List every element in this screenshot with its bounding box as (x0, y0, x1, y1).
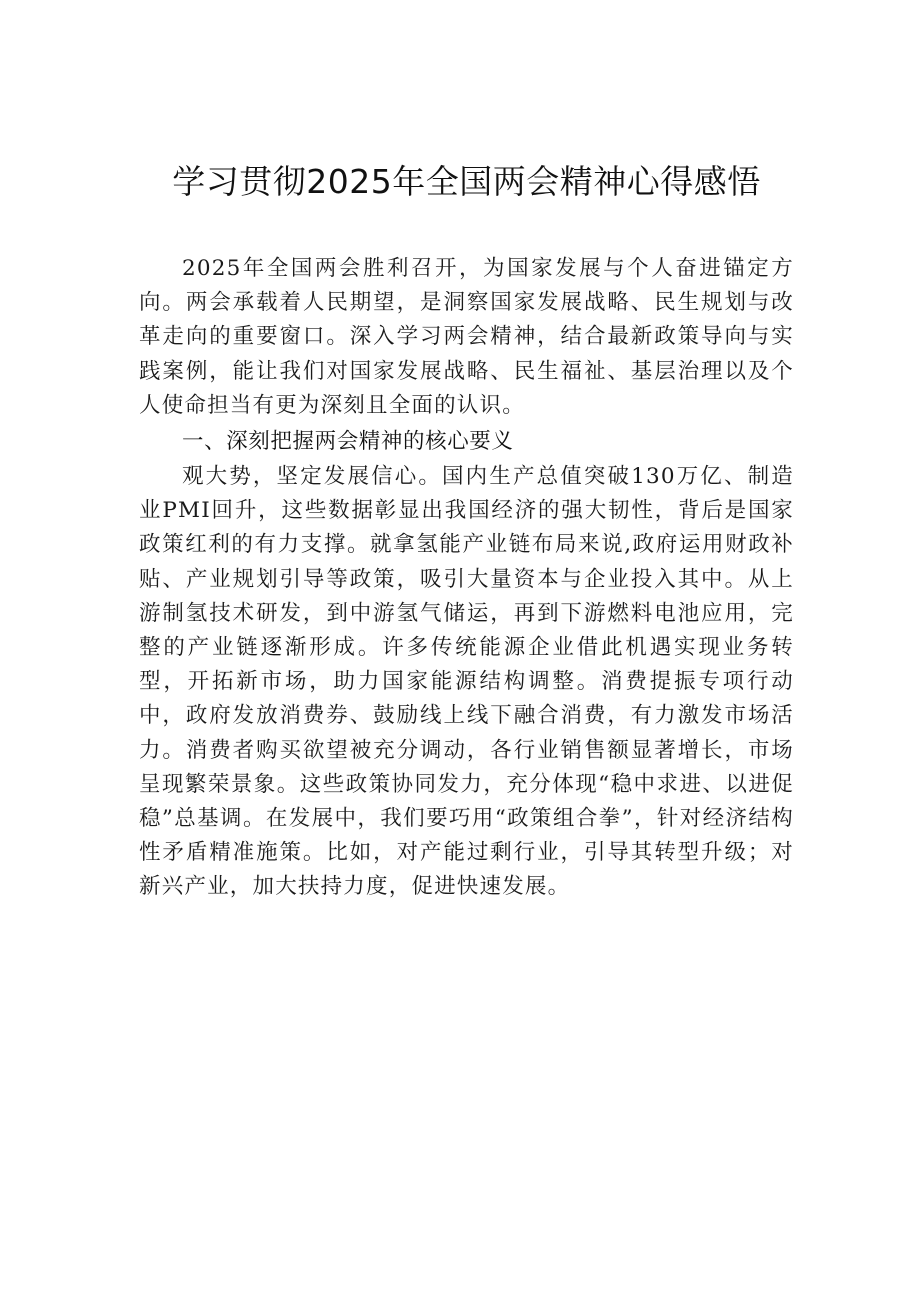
document-title: 学习贯彻2025年全国两会精神心得感悟 (172, 162, 761, 201)
body-paragraph: 观大势，坚定发展信心。国内生产总值突破130万亿、制造业PMI回升，这些数据彰显出我国经济的强大韧性，背后是国家政策红利的有力支撑。就拿氢能产业链布局来说,政府运用财政补贴、产业规划引导等政策，吸引大量资本与企业投入其中。从上游制氢技术研发，到中游氢气储运，再到下游燃料电池应用，完整的产业链逐渐形成。许多传统能源企业借此机遇实现业务转型，开拓新市场，助力国家能源结构调整。消费提振专项行动中，政府发放消费券、鼓励线上线下融合消费，有力激发市场活力。消费者购买欲望被充分调动，各行业销售额显著增长，市场呈现繁荣景象。这些政策协同发力，充分体现“稳中求进、以进促稳”总基调。在发展中，我们要巧用“政策组合拳”，针对经济结构性矛盾精准施策。比如，对产能过剩行业，引导其转型升级；对新兴产业，加大扶持力度，促进快速发展。 (139, 464, 794, 900)
section-heading: 一、深刻把握两会精神的核心要义 (182, 429, 514, 455)
section-core-essentials (139, 424, 794, 905)
intro-paragraph: 2025年全国两会胜利召开，为国家发展与个人奋进锚定方向。两会承载着人民期望，是洞察国家发展战略、民生规划与改革走向的重要窗口。深入学习两会精神，结合最新政策导向与实践案例，能让我们对国家发展战略、民生福祉、基层治理以及个人使命担当有更为深刻且全面的认识。 (139, 256, 794, 418)
